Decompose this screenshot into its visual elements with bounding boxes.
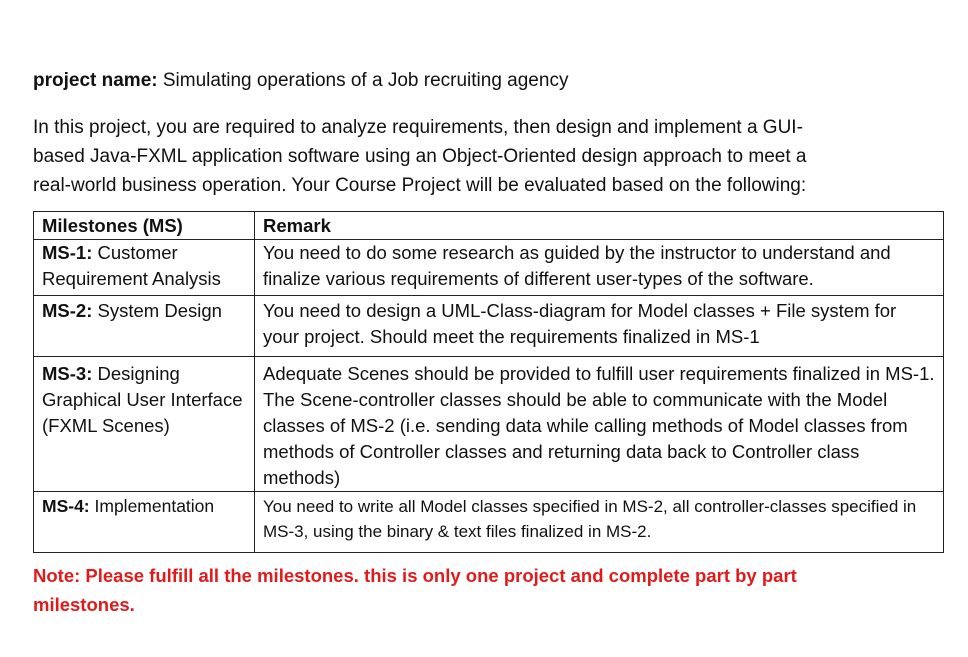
project-name-label: project name: bbox=[33, 70, 158, 91]
table-row bbox=[34, 357, 944, 492]
milestone-name: Designing Graphical User Interface (FXML Scenes) bbox=[42, 363, 243, 436]
project-name-line bbox=[33, 69, 568, 93]
intro-line: In this project, you are required to analyze requirements, then design and implement a GUI- bbox=[33, 117, 803, 138]
milestone-name: Implementation bbox=[89, 496, 215, 516]
milestone-cell bbox=[34, 492, 255, 553]
table-row bbox=[34, 296, 944, 357]
project-name-value: Simulating operations of a Job recruiting agency bbox=[157, 70, 569, 91]
note-text: Note: Please fulfill all the milestones. this is only one project and complete part by part milestones. bbox=[33, 565, 797, 615]
intro-line: based Java-FXML application software using an Object-Oriented design approach to meet a bbox=[33, 146, 807, 167]
remark-cell: You need to write all Model classes specified in MS-2, all controller-classes specified in MS-3, using the binary & text files finalized in MS-2. bbox=[255, 492, 944, 553]
table-row bbox=[34, 492, 944, 553]
remark-cell: You need to design a UML-Class-diagram for Model classes + File system for your project. Should meet the requirements finalized in MS-1 bbox=[255, 296, 944, 357]
header-milestones: Milestones (MS) bbox=[34, 212, 255, 240]
remark-cell: Adequate Scenes should be provided to fulfill user requirements finalized in MS-1. The Scene-controller classes should be able to communicate with the Model classes of MS-2 (i.e. sending data while calling methods of Model classes from methods of Controller classes and returning data back to Controller class methods) bbox=[255, 357, 944, 492]
milestone-key: MS-3: bbox=[42, 363, 93, 384]
remark-cell: You need to do some research as guided by the instructor to understand and finalize various requirements of different user-types of the software. bbox=[255, 240, 944, 296]
milestones-table bbox=[33, 211, 944, 553]
milestone-name: System Design bbox=[92, 300, 222, 321]
table-header-row bbox=[34, 212, 944, 240]
milestone-key: MS-1: bbox=[42, 242, 93, 263]
milestone-name: Customer Requirement Analysis bbox=[42, 242, 221, 289]
milestone-cell bbox=[34, 357, 255, 492]
milestone-key: MS-2: bbox=[42, 300, 93, 321]
milestone-cell bbox=[34, 240, 255, 296]
milestone-cell bbox=[34, 296, 255, 357]
table-row bbox=[34, 240, 944, 296]
intro-line: real-world business operation. Your Course Project will be evaluated based on the following: bbox=[33, 175, 807, 196]
milestone-key: MS-4: bbox=[42, 496, 90, 516]
intro-paragraph bbox=[33, 113, 913, 200]
header-remark: Remark bbox=[255, 212, 944, 240]
